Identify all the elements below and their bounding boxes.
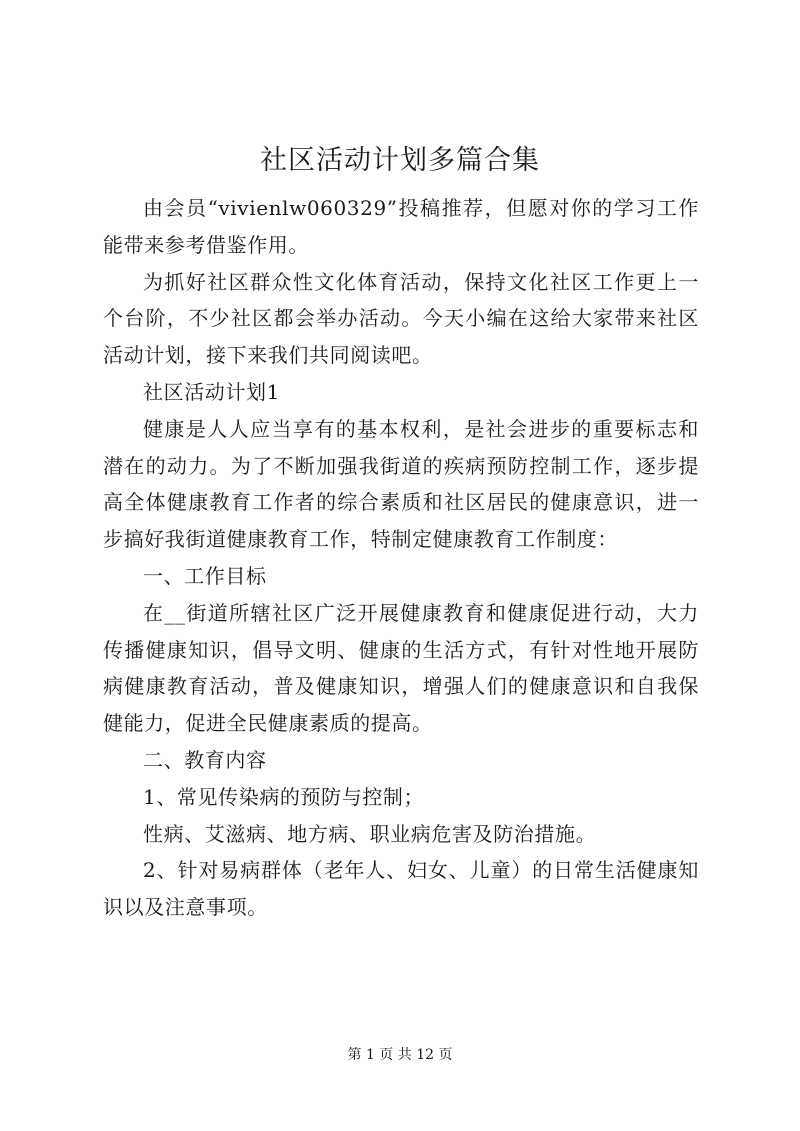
document-body bbox=[103, 190, 699, 926]
list-item-infectious-disease: 1、常见传染病的预防与控制； bbox=[143, 784, 425, 809]
paragraph-work-goals: 在__街道所辖社区广泛开展健康教育和健康促进行动，大力传播健康知识，倡导文明、健康的生活方式，有针对性地开展防病健康教育活动，普及健康知识，增强人们的健康意识和自我保健能力，促进全民健康素质的提高。 bbox=[103, 600, 699, 736]
section-heading-education-content: 二、教育内容 bbox=[143, 747, 267, 772]
section-heading-plan-1: 社区活动计划1 bbox=[143, 379, 280, 404]
list-item-vulnerable-groups: 2、针对易病群体（老年人、妇女、儿童）的日常生活健康知识以及注意事项。 bbox=[103, 858, 699, 920]
section-heading-work-goals: 一、工作目标 bbox=[143, 563, 267, 588]
page-number-footer: 第 1 页 共 12 页 bbox=[347, 1047, 453, 1063]
paragraph-submitter-note: 由会员“vivienlw060329”投稿推荐，但愿对你的学习工作能带来参考借鉴作用。 bbox=[103, 196, 699, 257]
paragraph-disease-types: 性病、艾滋病、地方病、职业病危害及防治措施。 bbox=[143, 821, 597, 846]
paragraph-intro: 为抓好社区群众性文化体育活动，保持文化社区工作更上一个台阶，不少社区都会举办活动。今天小编在这给大家带来社区活动计划，接下来我们共同阅读吧。 bbox=[103, 269, 699, 368]
document-title: 社区活动计划多篇合集 bbox=[260, 145, 540, 176]
paragraph-health-rights: 健康是人人应当享有的基本权利，是社会进步的重要标志和潜在的动力。为了不断加强我街道的疾病预防控制工作，逐步提高全体健康教育工作者的综合素质和社区居民的健康意识，进一步搞好我街道健康教育工作，特制定健康教育工作制度： bbox=[103, 416, 699, 552]
